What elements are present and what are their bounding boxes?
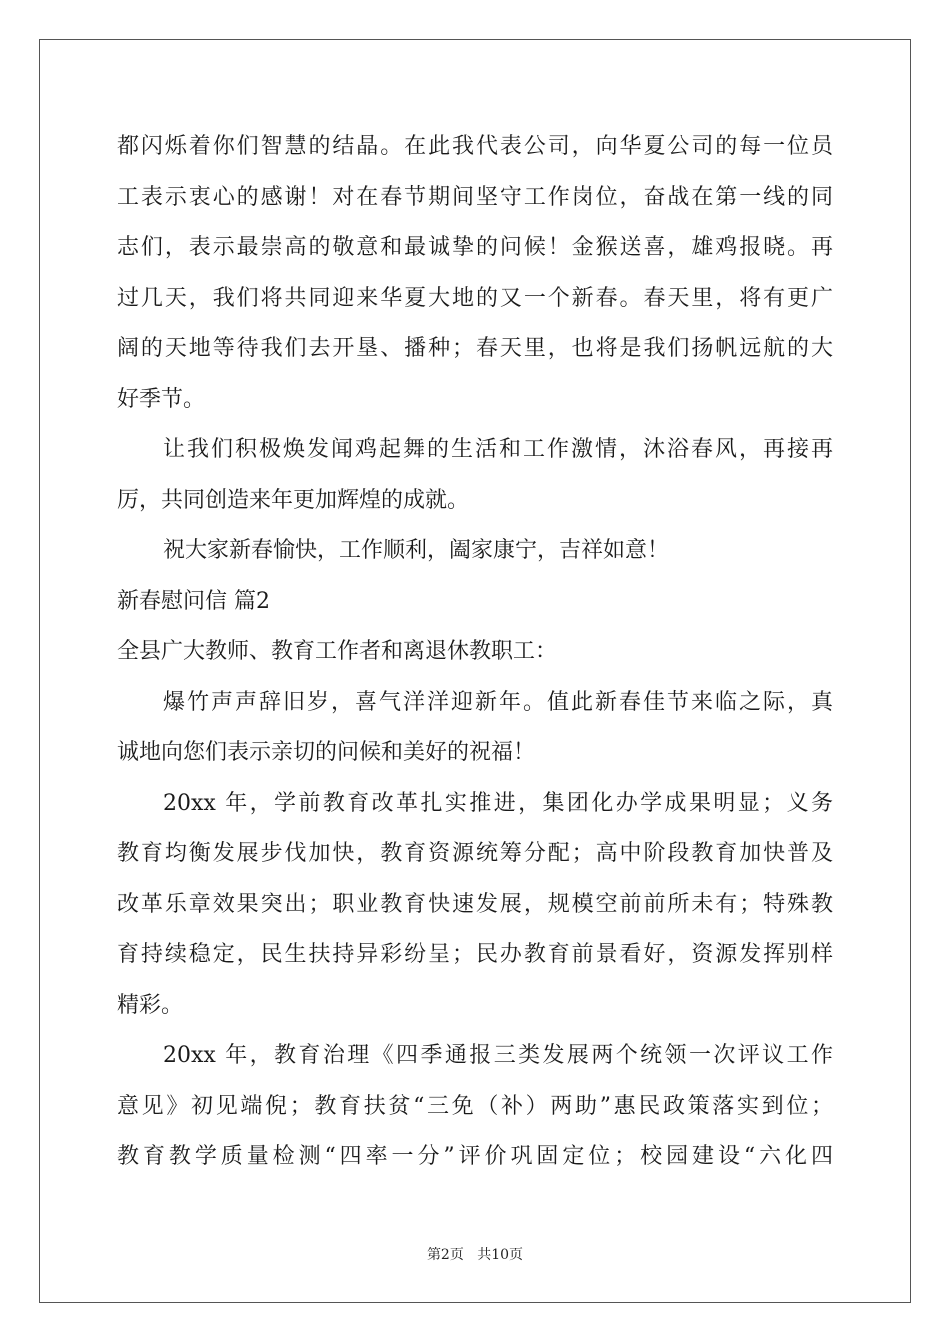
text-line: 教育教学质量检测“四率一分”评价巩固定位；校园建设“六化四 [117, 1144, 833, 1169]
text-line: 教育均衡发展步伐加快，教育资源统筹分配；高中阶段教育加快普及 [117, 841, 833, 866]
text-line: 阔的天地等待我们去开垦、播种；春天里，也将是我们扬帆远航的大 [117, 336, 833, 361]
footer-spacer [464, 1247, 477, 1263]
text-line: 志们，表示最崇高的敬意和最诚挚的问候！金猴送喜，雄鸡报晓。再 [117, 235, 833, 260]
text-line: 祝大家新春愉快，工作顺利，阖家康宁，吉祥如意！ [163, 538, 670, 563]
text-line: 都闪烁着你们智慧的结晶。在此我代表公司，向华夏公司的每一位员 [117, 134, 833, 159]
page-number: 第2页 [426, 1247, 464, 1263]
text-line: 工表示衷心的感谢！对在春节期间坚守工作岗位，奋战在第一线的同 [117, 184, 833, 210]
text-line: 诚地向您们表示亲切的问候和美好的祝福！ [117, 740, 536, 765]
text-line: 爆竹声声辞旧岁，喜气洋洋迎新年。值此新春佳节来临之际，真 [163, 689, 833, 715]
text-line: 意见》初见端倪；教育扶贫“三免（补）两助”惠民政策落实到位； [117, 1093, 833, 1119]
salutation: 全县广大教师、教育工作者和离退休教职工： [117, 639, 558, 664]
section-heading: 新春慰问信 篇2 [117, 588, 270, 614]
text-line: 过几天，我们将共同迎来华夏大地的又一个新春。春天里，将有更广 [117, 285, 833, 311]
text-line: 精彩。 [117, 992, 184, 1018]
page-total: 共10页 [477, 1247, 524, 1263]
text-line: 厉，共同创造来年更加辉煌的成就。 [117, 487, 470, 513]
text-line: 20xx 年，学前教育改革扎实推进，集团化办学成果明显；义务 [163, 790, 833, 816]
text-line: 改革乐章效果突出；职业教育快速发展，规模空前前所未有；特殊教 [117, 891, 833, 917]
text-line: 好季节。 [117, 386, 206, 412]
text-line: 让我们积极焕发闻鸡起舞的生活和工作激情，沐浴春风，再接再 [163, 437, 833, 462]
page-footer [0, 1244, 950, 1264]
document-body [117, 122, 833, 1183]
text-line: 20xx 年，教育治理《四季通报三类发展两个统领一次评议工作 [163, 1043, 833, 1068]
text-line: 育持续稳定，民生扶持异彩纷呈；民办教育前景看好，资源发挥别样 [117, 942, 833, 967]
